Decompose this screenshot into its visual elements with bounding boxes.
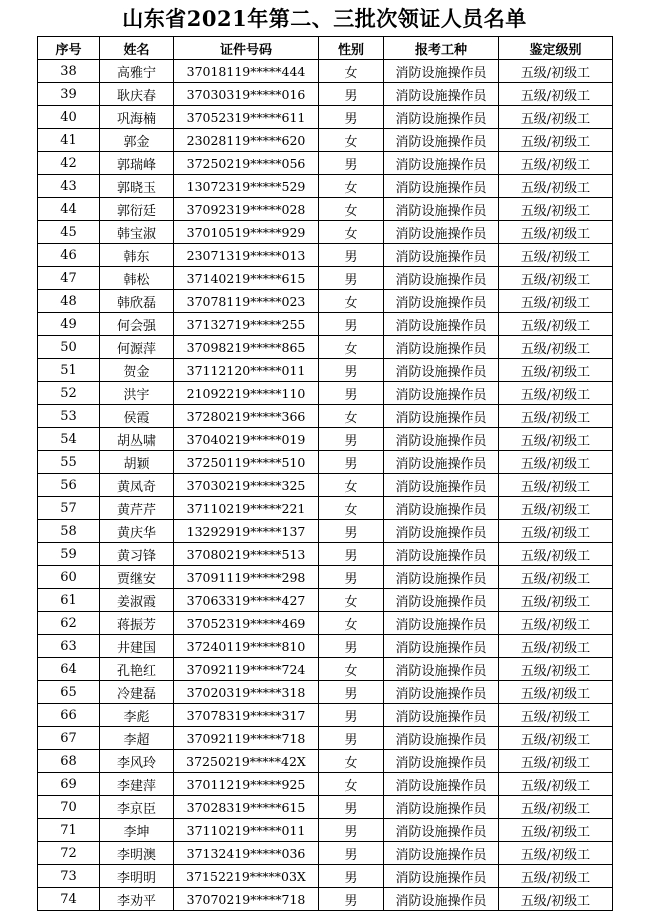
cell-serial-number: 73 (38, 865, 100, 888)
cell-id-number: 37063319*****427 (174, 589, 319, 612)
cell-serial-number: 46 (38, 244, 100, 267)
cell-serial-number: 47 (38, 267, 100, 290)
cell-job-type: 消防设施操作员 (384, 727, 499, 750)
cell-job-type: 消防设施操作员 (384, 842, 499, 865)
table-row (38, 106, 613, 129)
cell-serial-number: 65 (38, 681, 100, 704)
cell-level: 五级/初级工 (499, 612, 613, 635)
cell-job-type: 消防设施操作员 (384, 382, 499, 405)
cell-level: 五级/初级工 (499, 60, 613, 83)
cell-id-number: 37092119*****718 (174, 727, 319, 750)
table-row (38, 612, 613, 635)
cell-level: 五级/初级工 (499, 727, 613, 750)
cell-serial-number: 52 (38, 382, 100, 405)
cell-id-number: 21092219*****110 (174, 382, 319, 405)
cell-id-number: 13072319*****529 (174, 175, 319, 198)
cell-serial-number: 42 (38, 152, 100, 175)
cell-serial-number: 71 (38, 819, 100, 842)
cell-gender: 男 (319, 83, 384, 106)
cell-name: 何源萍 (100, 336, 174, 359)
cell-gender: 男 (319, 451, 384, 474)
cell-id-number: 37078319*****317 (174, 704, 319, 727)
cell-id-number: 37080219*****513 (174, 543, 319, 566)
cell-level: 五级/初级工 (499, 244, 613, 267)
cell-gender: 男 (319, 635, 384, 658)
header-gender: 性别 (319, 37, 384, 60)
table-row (38, 428, 613, 451)
cell-job-type: 消防设施操作员 (384, 267, 499, 290)
cell-level: 五级/初级工 (499, 819, 613, 842)
cell-level: 五级/初级工 (499, 842, 613, 865)
cell-level: 五级/初级工 (499, 267, 613, 290)
cell-id-number: 37010519*****929 (174, 221, 319, 244)
cell-name: 郭衍廷 (100, 198, 174, 221)
cell-serial-number: 41 (38, 129, 100, 152)
header-job-type: 报考工种 (384, 37, 499, 60)
cell-gender: 女 (319, 750, 384, 773)
cell-name: 孔艳红 (100, 658, 174, 681)
cell-name: 黄习锋 (100, 543, 174, 566)
cell-name: 李明明 (100, 865, 174, 888)
cell-gender: 女 (319, 129, 384, 152)
cell-level: 五级/初级工 (499, 796, 613, 819)
cell-name: 郭晓玉 (100, 175, 174, 198)
cell-gender: 男 (319, 244, 384, 267)
cell-serial-number: 43 (38, 175, 100, 198)
cell-name: 贺金 (100, 359, 174, 382)
cell-id-number: 37112120*****011 (174, 359, 319, 382)
cell-serial-number: 51 (38, 359, 100, 382)
cell-level: 五级/初级工 (499, 681, 613, 704)
table-row (38, 796, 613, 819)
cell-serial-number: 63 (38, 635, 100, 658)
cell-name: 李风玲 (100, 750, 174, 773)
table-row (38, 198, 613, 221)
cell-serial-number: 54 (38, 428, 100, 451)
cell-level: 五级/初级工 (499, 635, 613, 658)
cell-level: 五级/初级工 (499, 359, 613, 382)
cell-serial-number: 70 (38, 796, 100, 819)
table-row (38, 290, 613, 313)
cell-job-type: 消防设施操作员 (384, 129, 499, 152)
cell-name: 李劝平 (100, 888, 174, 911)
cell-level: 五级/初级工 (499, 888, 613, 911)
cell-serial-number: 57 (38, 497, 100, 520)
cell-level: 五级/初级工 (499, 497, 613, 520)
table-row (38, 382, 613, 405)
cell-serial-number: 62 (38, 612, 100, 635)
cell-level: 五级/初级工 (499, 382, 613, 405)
cell-job-type: 消防设施操作员 (384, 198, 499, 221)
cell-level: 五级/初级工 (499, 152, 613, 175)
cell-job-type: 消防设施操作员 (384, 566, 499, 589)
cell-gender: 男 (319, 152, 384, 175)
table-row (38, 152, 613, 175)
table-row (38, 727, 613, 750)
table-row (38, 543, 613, 566)
cell-serial-number: 64 (38, 658, 100, 681)
cell-job-type: 消防设施操作员 (384, 497, 499, 520)
page-title: 山东省2021年第二、三批次领证人员名单 (122, 6, 527, 31)
cell-serial-number: 40 (38, 106, 100, 129)
cell-serial-number: 45 (38, 221, 100, 244)
cell-name: 李彪 (100, 704, 174, 727)
cell-serial-number: 67 (38, 727, 100, 750)
cell-level: 五级/初级工 (499, 198, 613, 221)
cell-id-number: 37011219*****925 (174, 773, 319, 796)
cell-level: 五级/初级工 (499, 773, 613, 796)
cell-serial-number: 49 (38, 313, 100, 336)
cell-serial-number: 60 (38, 566, 100, 589)
table-row (38, 83, 613, 106)
cell-id-number: 37040219*****019 (174, 428, 319, 451)
cell-id-number: 37091119*****298 (174, 566, 319, 589)
table-row (38, 451, 613, 474)
table-row (38, 888, 613, 911)
table-row (38, 221, 613, 244)
cell-level: 五级/初级工 (499, 589, 613, 612)
cell-id-number: 37030319*****016 (174, 83, 319, 106)
cell-gender: 女 (319, 405, 384, 428)
cell-gender: 女 (319, 497, 384, 520)
cell-gender: 女 (319, 589, 384, 612)
cell-gender: 女 (319, 658, 384, 681)
table-row (38, 497, 613, 520)
cell-id-number: 37110219*****011 (174, 819, 319, 842)
cell-level: 五级/初级工 (499, 428, 613, 451)
table-row (38, 175, 613, 198)
cell-name: 黄凤奇 (100, 474, 174, 497)
cell-name: 韩宝淑 (100, 221, 174, 244)
table-row (38, 60, 613, 83)
cell-id-number: 37078119*****023 (174, 290, 319, 313)
cell-name: 巩海楠 (100, 106, 174, 129)
cell-job-type: 消防设施操作员 (384, 681, 499, 704)
cell-level: 五级/初级工 (499, 106, 613, 129)
cell-name: 李建萍 (100, 773, 174, 796)
cell-id-number: 37052319*****611 (174, 106, 319, 129)
cell-gender: 男 (319, 543, 384, 566)
cell-gender: 女 (319, 773, 384, 796)
cell-level: 五级/初级工 (499, 451, 613, 474)
cell-job-type: 消防设施操作员 (384, 405, 499, 428)
cell-gender: 女 (319, 336, 384, 359)
table-row (38, 359, 613, 382)
cell-job-type: 消防设施操作员 (384, 819, 499, 842)
cell-name: 郭瑞峰 (100, 152, 174, 175)
table-row (38, 658, 613, 681)
cell-job-type: 消防设施操作员 (384, 60, 499, 83)
cell-id-number: 37030219*****325 (174, 474, 319, 497)
cell-id-number: 37152219*****03X (174, 865, 319, 888)
table-row (38, 405, 613, 428)
cell-id-number: 37250119*****510 (174, 451, 319, 474)
table-row (38, 474, 613, 497)
table-row (38, 819, 613, 842)
cell-name: 韩东 (100, 244, 174, 267)
table-row (38, 336, 613, 359)
cell-job-type: 消防设施操作员 (384, 83, 499, 106)
cell-id-number: 37132719*****255 (174, 313, 319, 336)
cell-name: 洪宇 (100, 382, 174, 405)
cell-name: 黄庆华 (100, 520, 174, 543)
cell-name: 姜淑霞 (100, 589, 174, 612)
cell-name: 李京臣 (100, 796, 174, 819)
cell-serial-number: 59 (38, 543, 100, 566)
cell-id-number: 37018119*****444 (174, 60, 319, 83)
cell-serial-number: 48 (38, 290, 100, 313)
cell-level: 五级/初级工 (499, 474, 613, 497)
cell-gender: 女 (319, 221, 384, 244)
cell-serial-number: 38 (38, 60, 100, 83)
table-row (38, 704, 613, 727)
cell-level: 五级/初级工 (499, 405, 613, 428)
cell-job-type: 消防设施操作员 (384, 152, 499, 175)
cell-serial-number: 72 (38, 842, 100, 865)
cell-gender: 男 (319, 842, 384, 865)
cell-level: 五级/初级工 (499, 566, 613, 589)
cell-serial-number: 55 (38, 451, 100, 474)
cell-level: 五级/初级工 (499, 750, 613, 773)
cell-gender: 男 (319, 819, 384, 842)
cell-id-number: 37140219*****615 (174, 267, 319, 290)
cell-id-number: 37052319*****469 (174, 612, 319, 635)
cell-job-type: 消防设施操作员 (384, 221, 499, 244)
cell-job-type: 消防设施操作员 (384, 428, 499, 451)
cell-serial-number: 50 (38, 336, 100, 359)
table-header-row (38, 37, 613, 60)
cell-job-type: 消防设施操作员 (384, 474, 499, 497)
table-row (38, 773, 613, 796)
table-row (38, 566, 613, 589)
cell-name: 李超 (100, 727, 174, 750)
cell-level: 五级/初级工 (499, 520, 613, 543)
cell-job-type: 消防设施操作员 (384, 589, 499, 612)
cell-name: 侯霞 (100, 405, 174, 428)
cell-job-type: 消防设施操作员 (384, 313, 499, 336)
cell-job-type: 消防设施操作员 (384, 290, 499, 313)
cell-job-type: 消防设施操作员 (384, 244, 499, 267)
cell-gender: 男 (319, 428, 384, 451)
cell-job-type: 消防设施操作员 (384, 543, 499, 566)
header-level: 鉴定级别 (499, 37, 613, 60)
cell-gender: 男 (319, 267, 384, 290)
table-row (38, 842, 613, 865)
cell-job-type: 消防设施操作员 (384, 359, 499, 382)
cell-gender: 男 (319, 382, 384, 405)
cell-serial-number: 39 (38, 83, 100, 106)
cell-job-type: 消防设施操作员 (384, 520, 499, 543)
cell-gender: 男 (319, 359, 384, 382)
table-row (38, 313, 613, 336)
cell-level: 五级/初级工 (499, 129, 613, 152)
cell-serial-number: 56 (38, 474, 100, 497)
cell-serial-number: 66 (38, 704, 100, 727)
cell-level: 五级/初级工 (499, 221, 613, 244)
cell-name: 李明澳 (100, 842, 174, 865)
table-body (38, 60, 613, 911)
cell-name: 井建国 (100, 635, 174, 658)
cell-id-number: 23028119*****620 (174, 129, 319, 152)
cell-serial-number: 44 (38, 198, 100, 221)
cell-level: 五级/初级工 (499, 83, 613, 106)
cell-id-number: 37070219*****718 (174, 888, 319, 911)
roster-table (37, 36, 613, 911)
cell-gender: 女 (319, 612, 384, 635)
cell-id-number: 37280219*****366 (174, 405, 319, 428)
cell-id-number: 37250219*****056 (174, 152, 319, 175)
cell-id-number: 37092319*****028 (174, 198, 319, 221)
cell-name: 贾继安 (100, 566, 174, 589)
cell-name: 何会强 (100, 313, 174, 336)
cell-level: 五级/初级工 (499, 704, 613, 727)
cell-job-type: 消防设施操作员 (384, 750, 499, 773)
cell-serial-number: 61 (38, 589, 100, 612)
cell-id-number: 37028319*****615 (174, 796, 319, 819)
cell-name: 蒋振芳 (100, 612, 174, 635)
cell-gender: 男 (319, 727, 384, 750)
cell-gender: 女 (319, 60, 384, 83)
cell-level: 五级/初级工 (499, 313, 613, 336)
cell-gender: 男 (319, 681, 384, 704)
cell-id-number: 13292919*****137 (174, 520, 319, 543)
cell-level: 五级/初级工 (499, 290, 613, 313)
cell-name: 冷建磊 (100, 681, 174, 704)
cell-name: 李坤 (100, 819, 174, 842)
cell-job-type: 消防设施操作员 (384, 888, 499, 911)
cell-name: 高雅宁 (100, 60, 174, 83)
cell-name: 韩松 (100, 267, 174, 290)
cell-name: 郭金 (100, 129, 174, 152)
table-row (38, 267, 613, 290)
table-row (38, 244, 613, 267)
cell-job-type: 消防设施操作员 (384, 451, 499, 474)
cell-name: 胡颖 (100, 451, 174, 474)
cell-level: 五级/初级工 (499, 336, 613, 359)
cell-id-number: 37240119*****810 (174, 635, 319, 658)
table-row (38, 865, 613, 888)
table-row (38, 681, 613, 704)
header-id-number: 证件号码 (174, 37, 319, 60)
cell-serial-number: 74 (38, 888, 100, 911)
cell-serial-number: 68 (38, 750, 100, 773)
cell-level: 五级/初级工 (499, 865, 613, 888)
cell-gender: 男 (319, 566, 384, 589)
cell-id-number: 37132419*****036 (174, 842, 319, 865)
cell-name: 黄芹芹 (100, 497, 174, 520)
table-row (38, 129, 613, 152)
cell-job-type: 消防设施操作员 (384, 175, 499, 198)
cell-serial-number: 53 (38, 405, 100, 428)
header-name: 姓名 (100, 37, 174, 60)
cell-serial-number: 69 (38, 773, 100, 796)
table-row (38, 635, 613, 658)
cell-job-type: 消防设施操作员 (384, 635, 499, 658)
cell-job-type: 消防设施操作员 (384, 704, 499, 727)
table-row (38, 589, 613, 612)
cell-name: 耿庆春 (100, 83, 174, 106)
cell-gender: 女 (319, 474, 384, 497)
cell-gender: 男 (319, 520, 384, 543)
cell-name: 韩欣磊 (100, 290, 174, 313)
cell-gender: 女 (319, 198, 384, 221)
cell-level: 五级/初级工 (499, 175, 613, 198)
cell-id-number: 37098219*****865 (174, 336, 319, 359)
cell-gender: 男 (319, 704, 384, 727)
cell-job-type: 消防设施操作员 (384, 106, 499, 129)
table-row (38, 750, 613, 773)
cell-job-type: 消防设施操作员 (384, 612, 499, 635)
table-row (38, 520, 613, 543)
cell-job-type: 消防设施操作员 (384, 336, 499, 359)
cell-gender: 男 (319, 796, 384, 819)
cell-gender: 女 (319, 290, 384, 313)
cell-id-number: 23071319*****013 (174, 244, 319, 267)
cell-job-type: 消防设施操作员 (384, 865, 499, 888)
cell-gender: 男 (319, 106, 384, 129)
cell-job-type: 消防设施操作员 (384, 658, 499, 681)
header-serial-number: 序号 (38, 37, 100, 60)
cell-name: 胡丛啸 (100, 428, 174, 451)
cell-id-number: 37250219*****42X (174, 750, 319, 773)
cell-level: 五级/初级工 (499, 543, 613, 566)
cell-level: 五级/初级工 (499, 658, 613, 681)
cell-gender: 男 (319, 888, 384, 911)
cell-gender: 男 (319, 865, 384, 888)
cell-id-number: 37110219*****221 (174, 497, 319, 520)
cell-job-type: 消防设施操作员 (384, 773, 499, 796)
cell-gender: 男 (319, 313, 384, 336)
cell-gender: 女 (319, 175, 384, 198)
cell-serial-number: 58 (38, 520, 100, 543)
cell-job-type: 消防设施操作员 (384, 796, 499, 819)
cell-id-number: 37020319*****318 (174, 681, 319, 704)
cell-id-number: 37092119*****724 (174, 658, 319, 681)
